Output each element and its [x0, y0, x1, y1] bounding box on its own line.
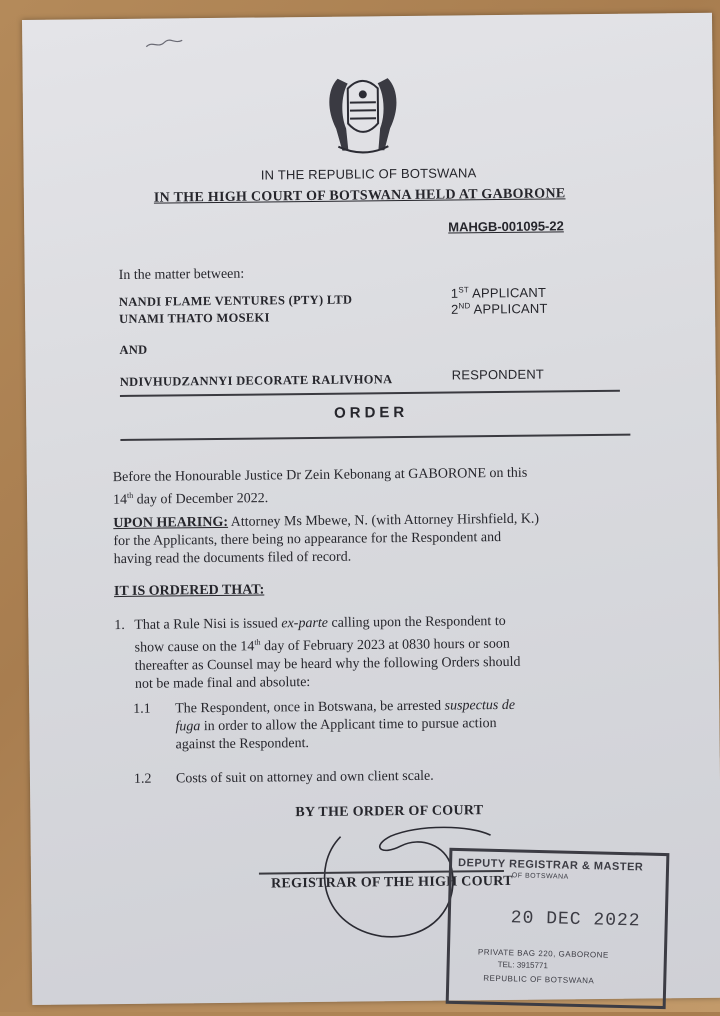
stamp-date: 20 DEC 2022 — [510, 908, 641, 932]
divider-bottom — [120, 434, 630, 441]
court-heading: IN THE HIGH COURT OF BOTSWANA HELD AT GABORONE — [153, 186, 566, 206]
applicant-1-name: NANDI FLAME VENTURES (PTY) LTD — [118, 292, 353, 309]
item-1-1-text: The Respondent, once in Botswana, be arrested suspectus de fuga in order to allow the Applicant time to pursue action against the Respondent. — [175, 697, 516, 753]
stamp-line-4: TEL: 3915771 — [497, 959, 549, 971]
matter-intro: In the matter between: — [118, 266, 245, 284]
court-order-document — [22, 13, 720, 1005]
divider-top — [120, 390, 620, 397]
court-stamp — [446, 848, 670, 1009]
item-1-text: That a Rule Nisi is issued ex-parte calling upon the Respondent to show cause on the 14th day of February 2023 at 0830 hours or soon thereafter as Counsel may be heard why the following Orders should not be made final and absolute: — [134, 613, 521, 692]
stamp-line-1: DEPUTY REGISTRAR & MASTER — [457, 856, 644, 874]
item-1-1-number: 1.1 — [133, 701, 151, 717]
registrar-title: REGISTRAR OF THE HIGH COURT — [270, 873, 513, 892]
by-order-of-court: BY THE ORDER OF COURT — [295, 803, 484, 821]
coat-of-arms-icon — [308, 68, 419, 159]
stamp-line-2: OF BOTSWANA — [511, 872, 569, 881]
applicant-2-name: UNAMI THATO MOSEKI — [119, 310, 270, 326]
case-number: MAHGB-001095-22 — [448, 218, 564, 235]
item-1-2-number: 1.2 — [133, 771, 152, 787]
item-1-2-text: Costs of suit on attorney and own client scale. — [175, 768, 434, 787]
ordered-heading: IT IS ORDERED THAT: — [113, 582, 265, 600]
before-paragraph: Before the Honourable Justice Dr Zein Kebonang at GABORONE on this 14th day of December 2022. — [112, 465, 528, 508]
item-1-number: 1. — [114, 617, 125, 634]
applicant-1-role: 1ST APPLICANT — [450, 284, 547, 301]
hearing-paragraph: UPON HEARING: Attorney Ms Mbewe, N. (with Attorney Hirshfield, K.) for the Applicants, there being no appearance for the Respondent and having read the documents filed of record. — [113, 511, 540, 568]
applicant-2-role: 2ND APPLICANT — [450, 300, 548, 317]
and-label: AND — [119, 342, 148, 357]
order-title: ORDER — [333, 403, 409, 422]
stamp-line-3: PRIVATE BAG 220, GABORONE — [477, 947, 609, 960]
respondent-name: NDIVHUDZANNYI DECORATE RALIVHONA — [119, 372, 393, 389]
republic-heading: IN THE REPUBLIC OF BOTSWANA — [260, 165, 477, 183]
pen-mark-icon — [144, 36, 184, 50]
stamp-line-5: REPUBLIC OF BOTSWANA — [483, 973, 595, 986]
respondent-role: RESPONDENT — [451, 366, 545, 383]
